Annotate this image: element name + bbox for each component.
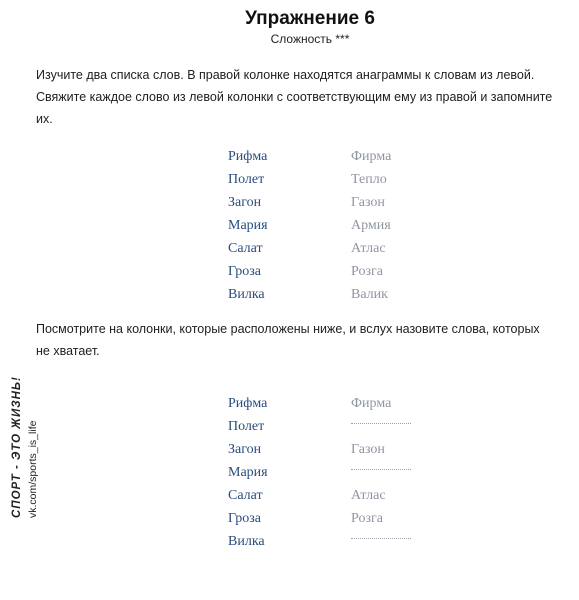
left-word: Полет: [228, 172, 265, 187]
word-row: [228, 415, 458, 438]
word-row: [228, 260, 458, 283]
left-word: Рифма: [228, 396, 268, 411]
word-row: [228, 438, 458, 461]
word-row: [228, 214, 458, 237]
word-row: [228, 530, 458, 553]
instruction-recall: Посмотрите на колонки, которые расположены ниже, и вслух назовите слова, которых не хватает.: [36, 322, 540, 358]
left-word: Салат: [228, 488, 263, 503]
word-row: [228, 507, 458, 530]
word-row: [228, 145, 458, 168]
missing-word-blank: [351, 415, 411, 438]
word-row: [228, 484, 458, 507]
blank-line: [351, 538, 411, 539]
blank-line: [351, 423, 411, 424]
word-table-full: [228, 145, 458, 306]
anagram-word: Розга: [351, 264, 383, 279]
word-row: [228, 461, 458, 484]
anagram-word: Фирма: [351, 149, 392, 164]
missing-word-blank: [351, 461, 411, 484]
word-row: [228, 283, 458, 306]
left-word: Гроза: [228, 511, 261, 526]
watermark: [6, 268, 44, 518]
word-row: [228, 237, 458, 260]
word-table-missing: [228, 392, 458, 553]
watermark-url: vk.com/sports_is_life: [27, 420, 39, 518]
instruction-study: Изучите два списка слов. В правой колонке находятся анаграммы к словам из левой. Свяжите каждое слово из левой колонки с соответствующим ему из правой и запомните их.: [36, 68, 553, 126]
left-word: Полет: [228, 419, 265, 434]
left-word: Мария: [228, 465, 268, 480]
left-word: Салат: [228, 241, 263, 256]
anagram-word: Газон: [351, 195, 385, 210]
left-word: Загон: [228, 195, 262, 210]
missing-word-blank: [351, 530, 411, 553]
exercise-title: Упражнение 6: [245, 8, 375, 29]
left-word: Гроза: [228, 264, 261, 279]
anagram-word: Фирма: [351, 396, 392, 411]
word-row: [228, 168, 458, 191]
left-word: Вилка: [228, 287, 265, 302]
anagram-word: Газон: [351, 442, 385, 457]
left-word: Мария: [228, 218, 268, 233]
anagram-word: Атлас: [351, 488, 386, 503]
word-row: [228, 191, 458, 214]
word-row: [228, 392, 458, 415]
anagram-word: Тепло: [351, 172, 387, 187]
anagram-word: Валик: [351, 287, 388, 302]
left-word: Вилка: [228, 534, 265, 549]
watermark-slogan: СПОРТ - ЭТО ЖИЗНЬ!: [11, 376, 23, 518]
left-word: Рифма: [228, 149, 268, 164]
left-word: Загон: [228, 442, 262, 457]
difficulty-label: Сложность ***: [270, 32, 350, 46]
anagram-word: Атлас: [351, 241, 386, 256]
blank-line: [351, 469, 411, 470]
anagram-word: Розга: [351, 511, 383, 526]
anagram-word: Армия: [351, 218, 391, 233]
